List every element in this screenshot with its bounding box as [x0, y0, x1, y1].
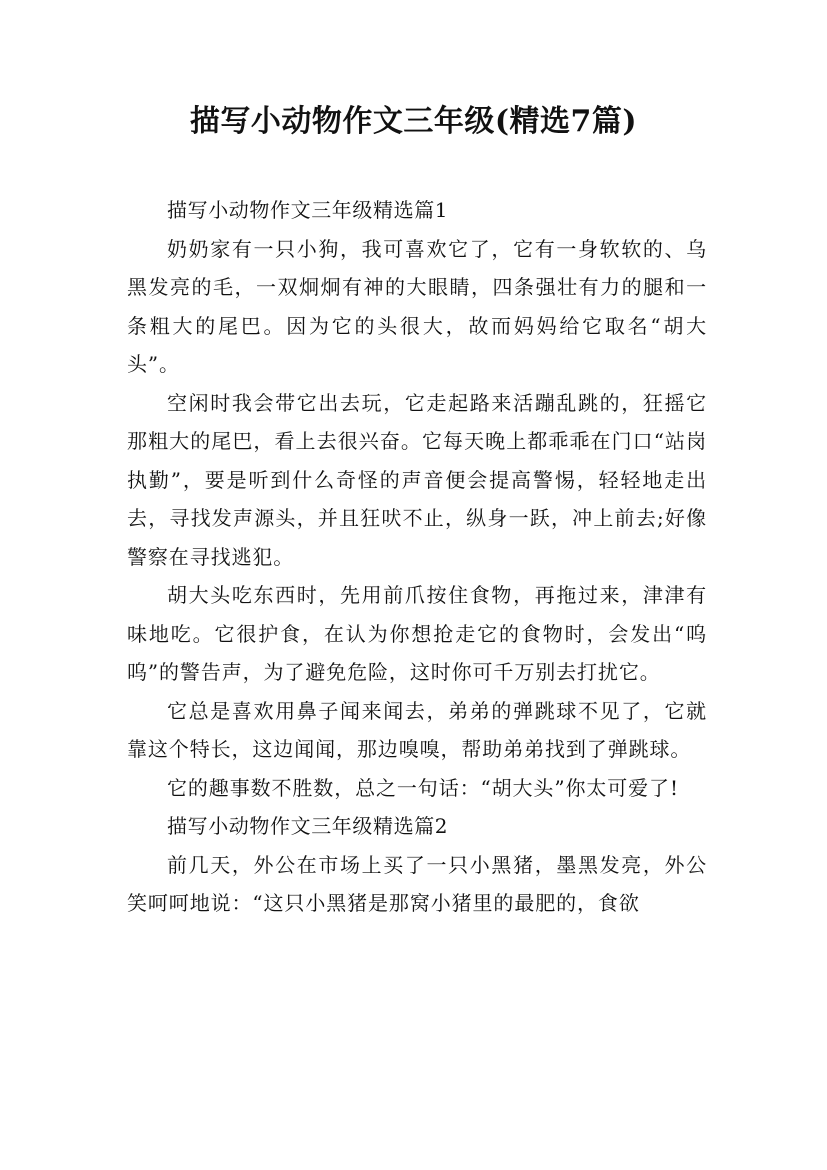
section-heading-1: 描写小动物作文三年级精选篇1 [167, 198, 449, 222]
paragraph: 它总是喜欢用鼻子闻来闻去，弟弟的弹跳球不见了，它就靠这个特长，这边闻闻，那边嗅嗅，帮助弟弟找到了弹跳球。 [127, 698, 707, 761]
section-heading-2: 描写小动物作文三年级精选篇2 [167, 814, 449, 838]
paragraph: 它的趣事数不胜数，总之一句话：“胡大头”你太可爱了! [167, 775, 679, 800]
paragraph: 胡大头吃东西时，先用前爪按住食物，再拖过来，津津有味地吃。它很护食，在认为你想抢走它的食物时，会发出“呜呜”的警告声，为了避免危险，这时你可千万别去打扰它。 [127, 583, 707, 684]
document-title: 描写小动物作文三年级(精选7篇) [189, 104, 638, 139]
paragraph: 奶奶家有一只小狗，我可喜欢它了，它有一身软软的、乌黑发亮的毛，一双炯炯有神的大眼睛，四条强壮有力的腿和一条粗大的尾巴。因为它的头很大，故而妈妈给它取名“胡大头”。 [127, 236, 707, 376]
paragraph: 空闲时我会带它出去玩，它走起路来活蹦乱跳的，狂摇它那粗大的尾巴，看上去很兴奋。它每天晚上都乖乖在门口“站岗执勤”，要是听到什么奇怪的声音便会提高警惕，轻轻地走出去，寻找发声源头，并且狂吠不止，纵身一跃，冲上前去;好像警察在寻找逃犯。 [127, 390, 707, 569]
paragraph: 前几天，外公在市场上买了一只小黑猪，墨黑发亮，外公笑呵呵地说：“这只小黑猪是那窝小猪里的最肥的，食欲 [127, 852, 707, 915]
document-body [127, 191, 707, 923]
